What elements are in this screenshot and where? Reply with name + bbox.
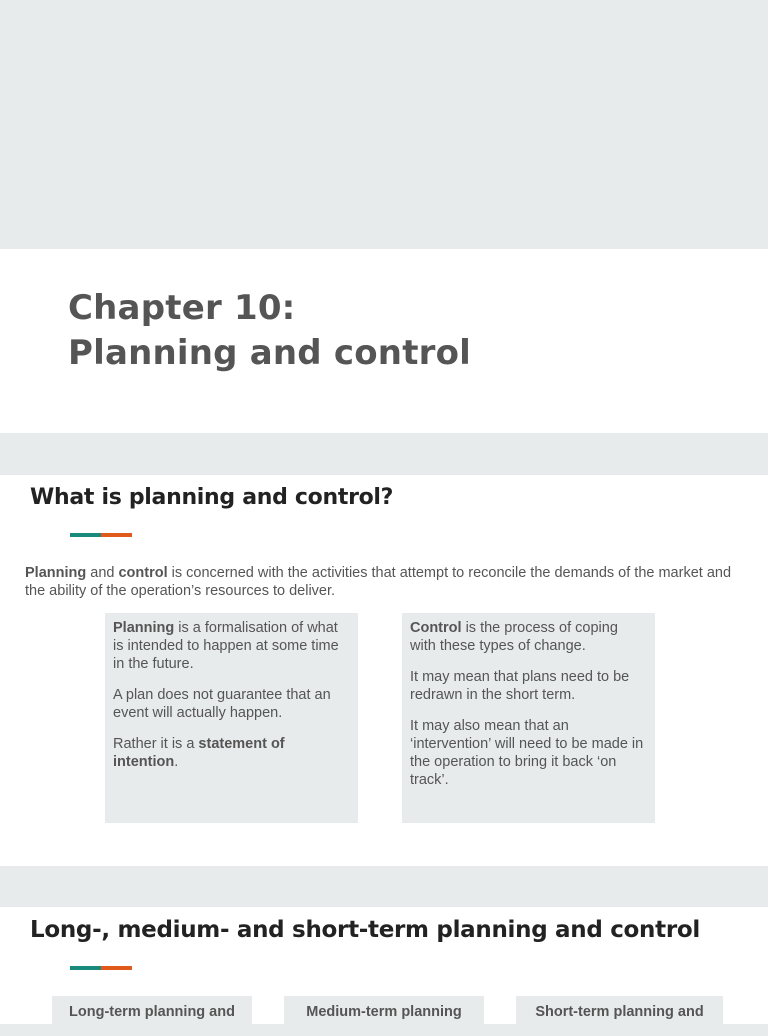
- accent-orange: [101, 966, 132, 970]
- box-text: Rather it is a: [113, 736, 199, 752]
- box-paragraph: [113, 619, 350, 673]
- box-text: is the process of coping with these types of change.: [410, 620, 618, 654]
- planning-definition-box: [105, 613, 358, 823]
- term-planning: Planning: [113, 620, 175, 636]
- slide-planning-horizons: [0, 907, 768, 1024]
- chapter-number: Chapter 10:: [68, 288, 296, 328]
- box-paragraph: It may also mean that an ‘intervention’ will need to be made in the operation to bring it back ‘on track’.: [410, 718, 644, 788]
- chapter-name: Planning and control: [68, 333, 472, 373]
- heading-accent-bar: [70, 966, 132, 970]
- intro-term-control: control: [118, 565, 168, 581]
- term-statement-of-intention: statement of intention: [113, 736, 285, 770]
- accent-teal: [70, 533, 101, 537]
- intro-text: and: [86, 565, 119, 581]
- slide-gap: [0, 866, 768, 907]
- intro-paragraph: [25, 564, 735, 600]
- page-background-top: [0, 0, 768, 249]
- intro-term-planning: Planning: [25, 565, 87, 581]
- medium-term-box: Medium-term planning: [284, 996, 484, 1036]
- accent-orange: [101, 533, 132, 537]
- box-paragraph: [410, 619, 647, 655]
- title-slide: [0, 249, 768, 433]
- long-term-box: Long-term planning and: [52, 996, 252, 1036]
- box-paragraph: A plan does not guarantee that an event will actually happen.: [113, 687, 331, 721]
- slide-gap: [0, 433, 768, 475]
- slide-heading: What is planning and control?: [30, 485, 394, 510]
- control-definition-box: [402, 613, 655, 823]
- short-term-box: Short-term planning and: [516, 996, 723, 1036]
- intro-text: is concerned with the activities that attempt to reconcile the demands of the market and the ability of the operation’s resources to deliver.: [25, 565, 732, 599]
- box-text: .: [174, 754, 179, 770]
- box-text: is a formalisation of what is intended to happen at some time in the future.: [113, 620, 339, 672]
- heading-accent-bar: [70, 533, 132, 537]
- chapter-title: [68, 286, 471, 376]
- box-paragraph: [113, 735, 350, 771]
- accent-teal: [70, 966, 101, 970]
- term-control: Control: [410, 620, 462, 636]
- slide-what-is-planning: [0, 475, 768, 866]
- box-paragraph: It may mean that plans need to be redrawn in the short term.: [410, 669, 630, 703]
- slide-heading: Long-, medium- and short-term planning and control: [30, 917, 700, 943]
